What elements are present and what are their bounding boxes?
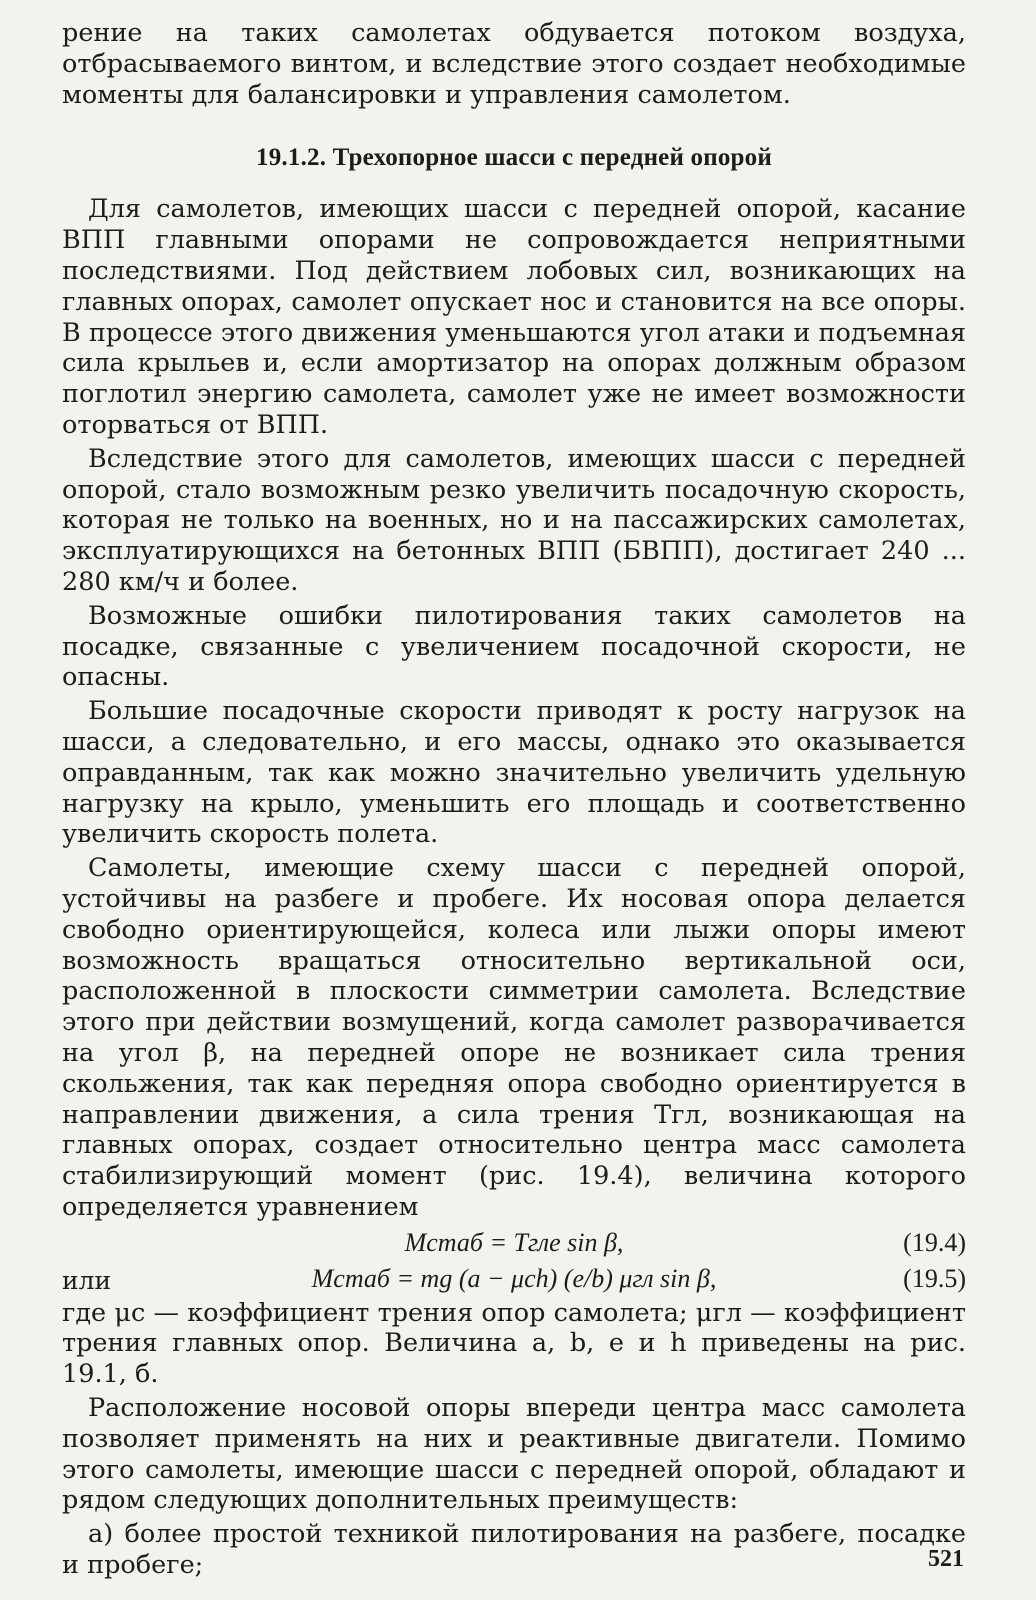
paragraph-4: Большие посадочные скорости приводят к росту нагрузок на шасси, а следовательно, и его массы, однако это оказывается оправданным, так как можно значительно увеличить удельную нагрузку на крыло, уменьшить его площадь и соответственно увеличить скорость полета. (62, 696, 966, 850)
paragraph-continued: рение на таких самолетах обдувается потоком воздуха, отбрасываемого винтом, и вследствие этого создает необходимые моменты для балансировки и управления самолетом. (62, 18, 966, 110)
equation-prefix: или (62, 1265, 112, 1295)
paragraph-6: Расположение носовой опоры впереди центра масс самолета позволяет применять на них и реактивные двигатели. Помимо этого самолеты, имеющие шасси с передней опорой, обладают и рядом следующих дополнительных преимуществ: (62, 1393, 966, 1516)
paragraph-1: Для самолетов, имеющих шасси с передней опорой, касание ВПП главными опорами не сопровождается неприятными последствиями. Под действием лобовых сил, возникающих на главных опорах, самолет опускает нос и становится на все опоры. В процессе этого движения уменьшаются угол атаки и подъемная сила крыльев и, если амортизатор на опорах должным образом поглотил энергию самолета, самолет уже не имеет возможности оторваться от ВПП. (62, 194, 966, 440)
equation-formula: Mстаб = Tглe sin β, (404, 1227, 624, 1257)
paragraph-definitions: где μc — коэффициент трения опор самолета; μгл — коэффициент трения главных опор. Величина a, b, e и h приведены на рис. 19.1, б. (62, 1297, 966, 1390)
equation-number: (19.5) (903, 1263, 966, 1293)
list-item-a: а) более простой техникой пилотирования на разбеге, посадке и пробеге; (62, 1519, 966, 1581)
section-heading: 19.1.2. Трехопорное шасси с передней опорой (256, 144, 772, 172)
equation-19-5 (62, 1262, 966, 1298)
equation-number: (19.4) (903, 1227, 966, 1257)
paragraph-2: Вследствие этого для самолетов, имеющих шасси с передней опорой, стало возможным резко увеличить посадочную скорость, которая не только на военных, но и на пассажирских самолетах, эксплуатирующихся на бетонных ВПП (БВПП), достигает 240 ... 280 км/ч и более. (62, 443, 966, 597)
page-number: 521 (928, 1546, 964, 1572)
paragraph-5: Самолеты, имеющие схему шасси с передней опорой, устойчивы на разбеге и пробеге. Их носовая опора делается свободно ориентирующейся, колеса или лыжи опоры имеют возможность вращаться относительно вертикальной оси, расположенной в плоскости симметрии самолета. Вследствие этого при действии возмущений, когда самолет разворачивается на угол β, на передней опоре не возникает сила трения скольжения, так как передняя опора свободно ориентируется в направлении движения, а сила трения Tгл, возникающая на главных опорах, создает относительно центра масс самолета стабилизирующий момент (рис. 19.4), величина которого определяется уравнением (62, 853, 966, 1222)
equation-19-4 (62, 1226, 966, 1262)
equation-formula: Mстаб = mg (a − μch) (e/b) μгл sin β, (311, 1263, 717, 1293)
paragraph-3: Возможные ошибки пилотирования таких самолетов на посадке, связанные с увеличением посадочной скорости, не опасны. (62, 600, 966, 693)
